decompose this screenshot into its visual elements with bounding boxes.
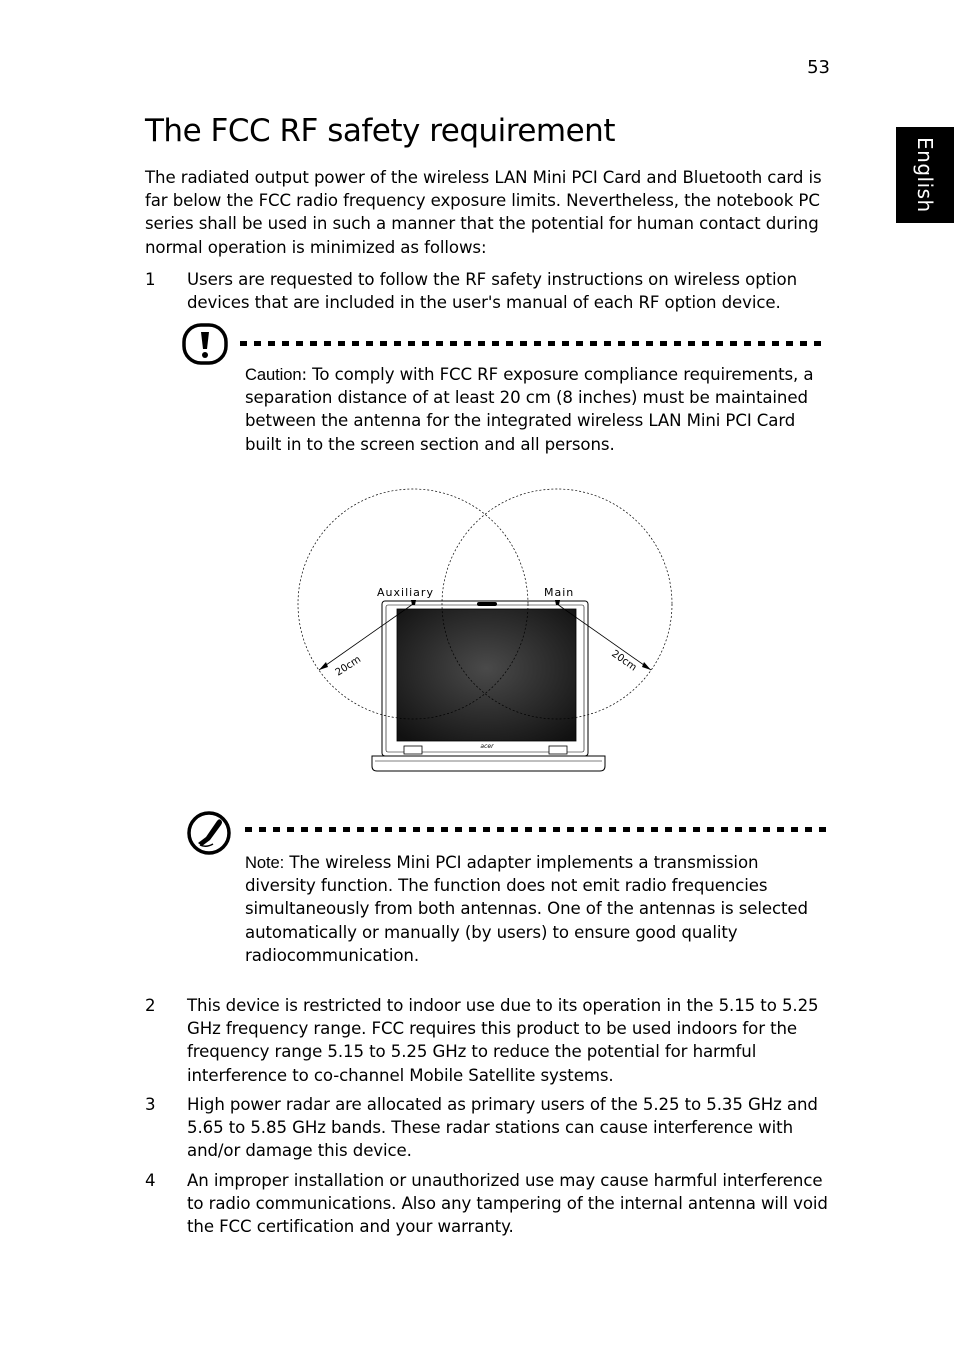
note-divider: [245, 827, 830, 832]
caution-icon: [182, 323, 228, 369]
caution-label: Caution: [245, 365, 302, 384]
caution-divider: [240, 341, 825, 346]
list-item-number: 3: [145, 1095, 156, 1114]
laptop-logo: acer: [480, 743, 494, 750]
list-item-number: 2: [145, 996, 156, 1015]
list-item-text: An improper installation or unauthorized use may cause harmful interference to radio communications. Also any tampering of the internal antenna will void the FCC certification and your warranty.: [187, 1171, 828, 1237]
language-tab-label: English: [913, 137, 937, 213]
page-title: The FCC RF safety requirement: [145, 113, 615, 149]
page-number: 53: [807, 57, 830, 78]
list-item-text: This device is restricted to indoor use due to its operation in the 5.15 to 5.25 GHz frequency range. FCC requires this product to be used indoors for the frequency range 5.15 to 5.25 GHz to reduce the potential for harmful interference to co-channel Mobile Satellite systems.: [187, 996, 819, 1085]
language-tab: [896, 127, 954, 223]
caution-text: : To comply with FCC RF exposure compliance requirements, a separation distance of at least 20 cm (8 inches) must be maintained between the antenna for the integrated wireless LAN Mini PCI Card built in to the screen section and all persons.: [245, 365, 814, 454]
antenna-diagram: [295, 484, 685, 788]
list-item-number: 4: [145, 1171, 156, 1190]
auxiliary-label: Auxiliary: [377, 586, 434, 599]
list-item-text: High power radar are allocated as primary users of the 5.25 to 5.35 GHz and 5.65 to 5.85 GHz bands. These radar stations can cause interference with and/or damage this device.: [187, 1095, 818, 1161]
distance-label-right: 20cm: [609, 648, 639, 674]
note-callout: [245, 851, 825, 967]
note-label: Note:: [245, 853, 285, 872]
note-text: The wireless Mini PCI adapter implements a transmission diversity function. The function does not emit radio frequencies simultaneously from both antennas. One of the antennas is selected automatically or manually (by users) to ensure good quality radiocommunication.: [245, 853, 808, 965]
main-label: Main: [544, 586, 575, 599]
list-item-number: 1: [145, 270, 156, 289]
note-icon: [186, 810, 232, 860]
distance-label-left: 20cm: [333, 654, 364, 679]
intro-paragraph: The radiated output power of the wireless LAN Mini PCI Card and Bluetooth card is far below the FCC radio frequency exposure limits. Nevertheless, the notebook PC series shall be used in such a manner that the potential for human contact during normal operation is minimized as follows:: [145, 168, 822, 257]
caution-callout: [245, 363, 825, 456]
list-item-text: Users are requested to follow the RF safety instructions on wireless option devices that are included in the user's manual of each RF option device.: [187, 270, 798, 313]
